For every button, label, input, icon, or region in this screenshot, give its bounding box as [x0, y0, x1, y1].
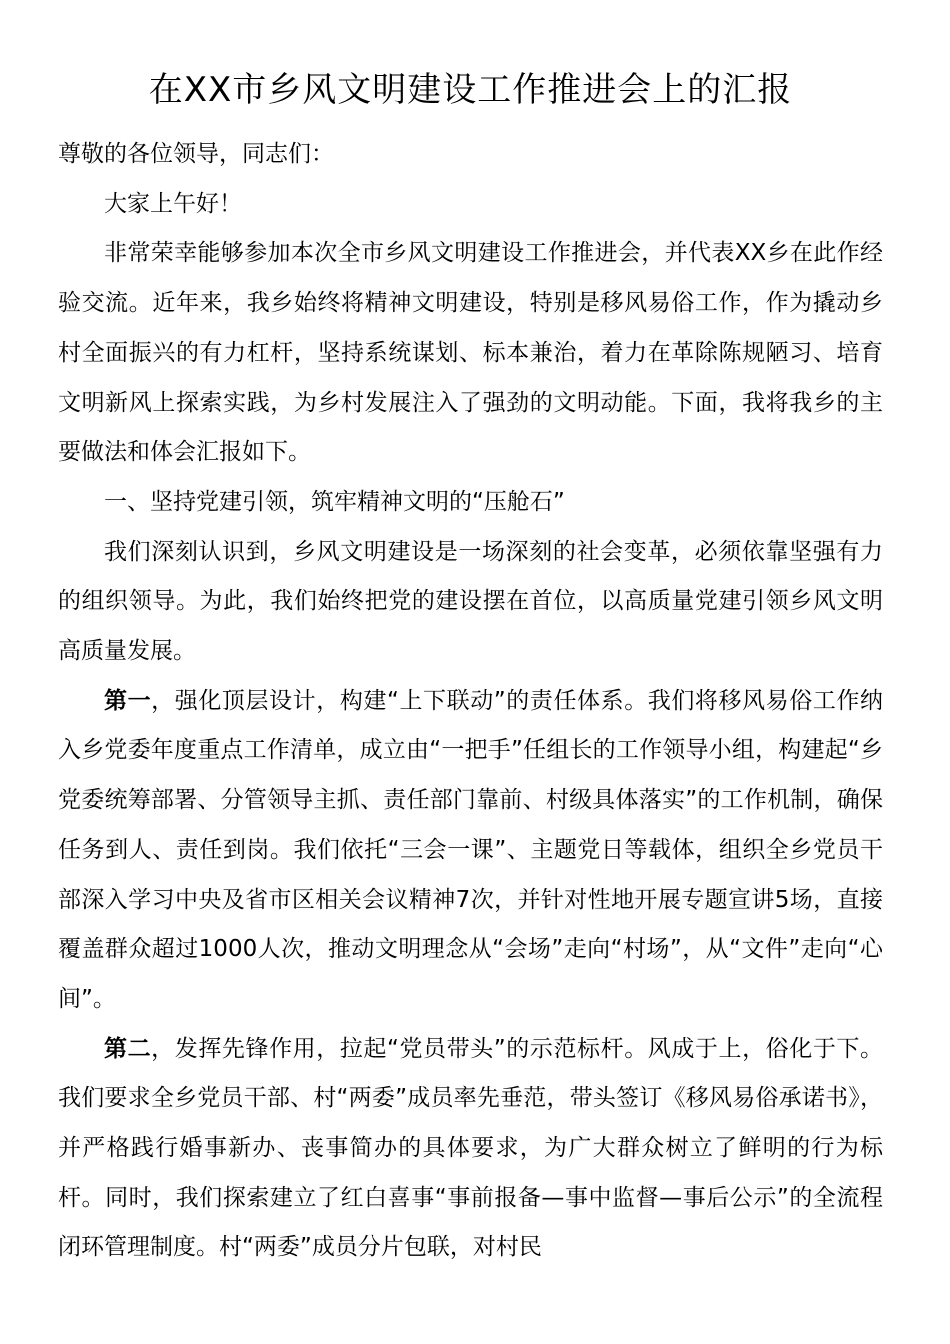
greeting: 大家上午好！: [104, 190, 242, 217]
document-page: [58, 0, 883, 1273]
section-1-intro-paragraph: 我们深刻认识到，乡风文明建设是一场深刻的社会变革，必须依靠坚强有力的组织领导。为此，我们始终把党的建设摆在首位，以高质量党建引领乡风文明高质量发展。: [58, 538, 883, 665]
point-2-text: ，发挥先锋作用，拉起“党员带头”的示范标杆。风成于上，俗化于下。我们要求全乡党员干部、村“两委”成员率先垂范，带头签订《移风易俗承诺书》，并严格践行婚事新办、丧事简办的具体要求，为广大群众树立了鲜明的行为标杆。同时，我们探索建立了红白喜事“事前报备—事中监督—事后公示”的全流程闭环管理制度。村“两委”成员分片包联，对村民: [58, 1035, 883, 1261]
point-2-paragraph: [58, 1025, 883, 1274]
section-1-heading: 一、坚持党建引领，筑牢精神文明的“压舱石”: [104, 488, 565, 515]
point-2-lead: 第二: [104, 1035, 152, 1062]
point-1-paragraph: [58, 677, 883, 1025]
salutation: 尊敬的各位领导，同志们：: [58, 141, 334, 167]
intro-paragraph: 非常荣幸能够参加本次全市乡风文明建设工作推进会，并代表XX乡在此作经验交流。近年来，我乡始终将精神文明建设，特别是移风易俗工作，作为撬动乡村全面振兴的有力杠杆，坚持系统谋划、标本兼治，着力在革除陈规陋习、培育文明新风上探索实践，为乡村发展注入了强劲的文明动能。下面，我将我乡的主要做法和体会汇报如下。: [58, 240, 883, 466]
point-1-text: ，强化顶层设计，构建“上下联动”的责任体系。我们将移风易俗工作纳入乡党委年度重点工作清单，成立由“一把手”任组长的工作领导小组，构建起“乡党委统筹部署、分管领导主抓、责任部门靠前、村级具体落实”的工作机制，确保任务到人、责任到岗。我们依托“三会一课”、主题党日等载体，组织全乡党员干部深入学习中央及省市区相关会议精神7次，并针对性地开展专题宣讲5场，直接覆盖群众超过1000人次，推动文明理念从“会场”走向“村场”，从“文件”走向“心间”。: [58, 687, 883, 1012]
point-1-lead: 第一: [104, 687, 152, 714]
document-body: [58, 118, 883, 1273]
document-title: 在XX市乡风文明建设工作推进会上的汇报: [148, 70, 793, 110]
